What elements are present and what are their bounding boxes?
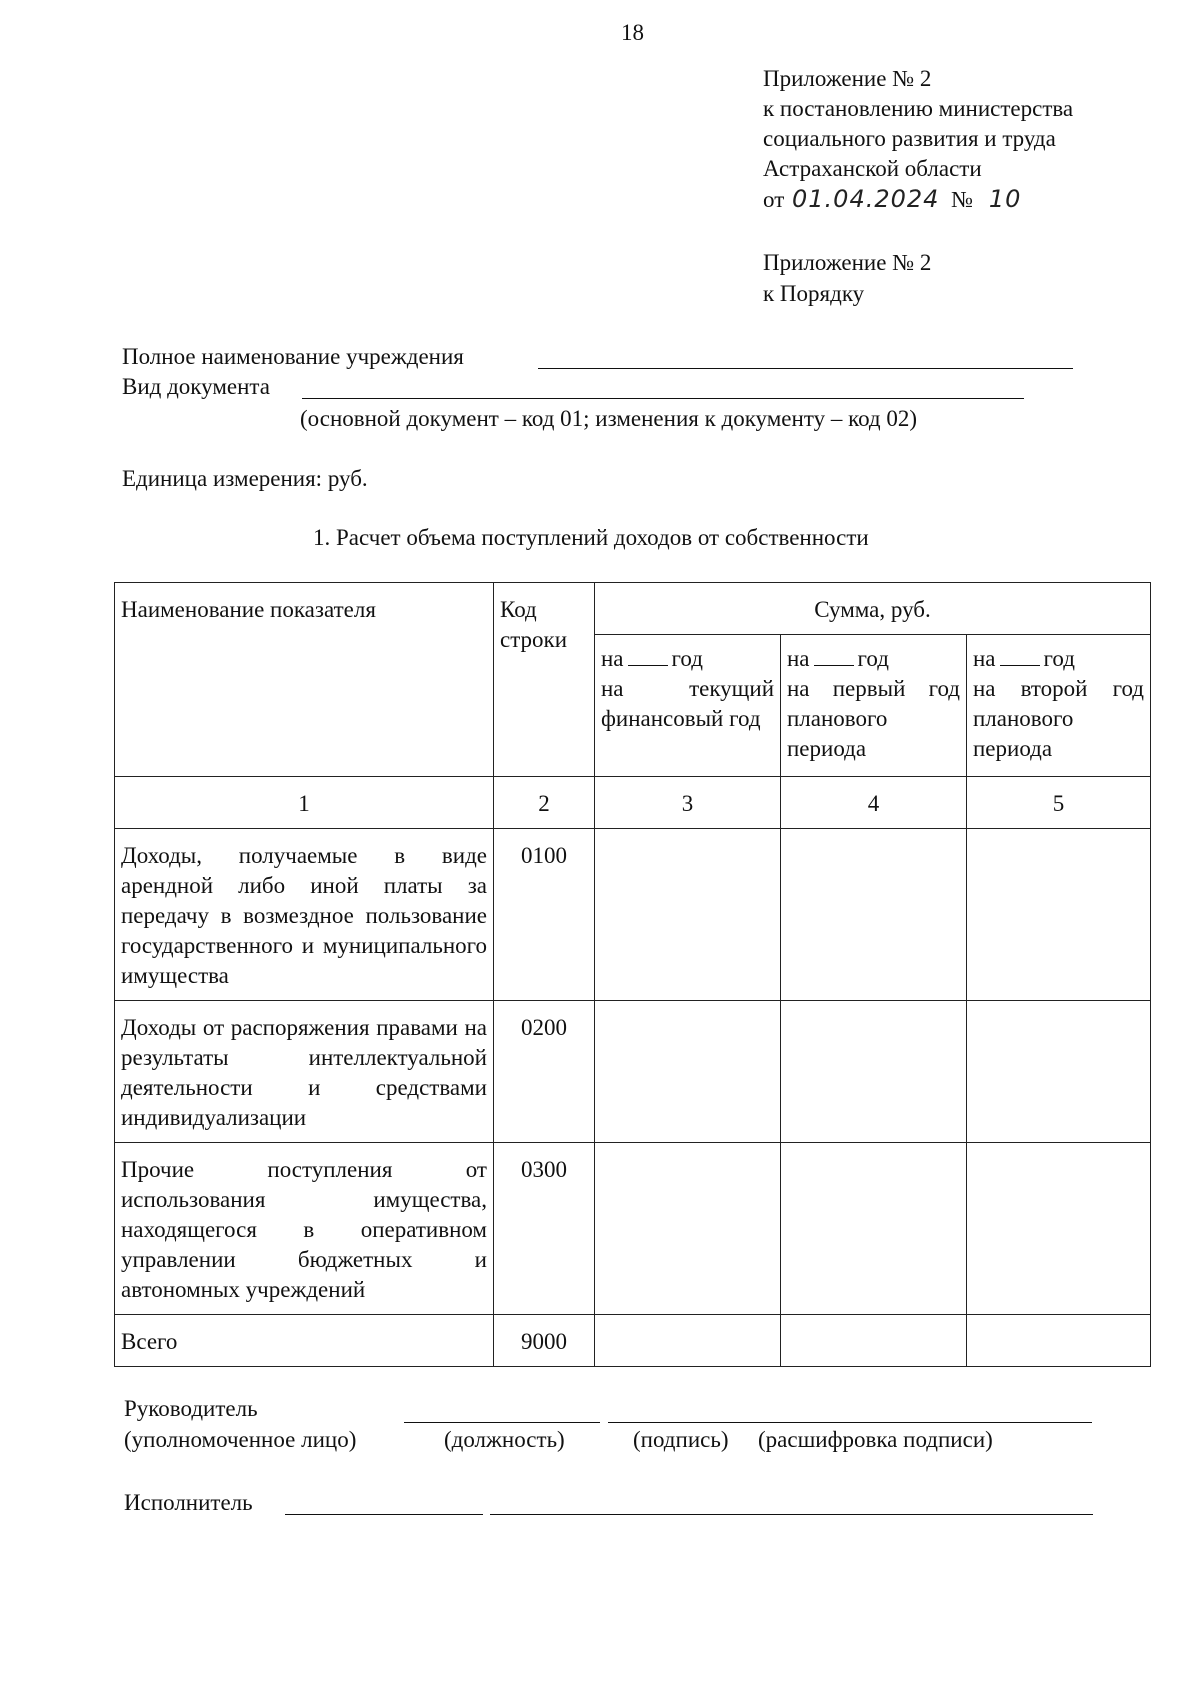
head-label: Руководитель (124, 1396, 258, 1421)
value-cell[interactable] (595, 1143, 781, 1315)
table-row (115, 1001, 1151, 1143)
period-prefix: на (601, 646, 624, 671)
row-code: 0200 (494, 1001, 595, 1143)
page-number: 18 (621, 20, 644, 45)
order-appendix-line-2: к Порядку (763, 281, 865, 306)
total-row (115, 1315, 1151, 1367)
income-calculation-table (114, 582, 1151, 1367)
row-code: 0300 (494, 1143, 595, 1315)
header-row (115, 583, 1151, 635)
signature-caption: (подпись) (633, 1427, 729, 1452)
period-first-plan-year (781, 635, 967, 777)
section-title: 1. Расчет объема поступлений доходов от собственности (313, 525, 869, 550)
value-cell[interactable] (595, 1315, 781, 1367)
doc-type-field-line (302, 398, 1024, 399)
number-prefix: № (951, 187, 974, 212)
decoding-caption: (расшифровка подписи) (758, 1427, 993, 1452)
header-sum: Сумма, руб. (595, 583, 1151, 635)
period-prefix: на (973, 646, 996, 671)
doc-type-label: Вид документа (122, 374, 270, 399)
institution-label: Полное наименование учреждения (122, 344, 464, 369)
table-row (115, 1143, 1151, 1315)
position-caption: (должность) (444, 1427, 565, 1452)
doc-type-hint: (основной документ – код 01; изменения к документу – код 02) (300, 406, 918, 431)
handwritten-date: 01.04.2024 (792, 185, 940, 213)
row-name: Всего (115, 1315, 494, 1367)
institution-field-line (538, 368, 1073, 369)
value-cell[interactable] (781, 829, 967, 1001)
column-numbers-row (115, 777, 1151, 829)
period-current-year (595, 635, 781, 777)
col-number-2: 2 (494, 777, 595, 829)
value-cell[interactable] (781, 1315, 967, 1367)
col-number-1: 1 (115, 777, 494, 829)
unit-label: Единица измерения: руб. (122, 466, 368, 491)
date-prefix: от (763, 187, 785, 212)
appendix-line-4: Астраханской области (763, 156, 982, 181)
value-cell[interactable] (967, 1001, 1151, 1143)
col-number-4: 4 (781, 777, 967, 829)
value-cell[interactable] (781, 1143, 967, 1315)
appendix-line-3: социального развития и труда (763, 126, 1056, 151)
period-second-plan-year (967, 635, 1151, 777)
value-cell[interactable] (595, 1001, 781, 1143)
period-suffix: год (671, 646, 703, 671)
row-name: Прочие поступления от использования имущества, находящегося в оперативном управлении бюджетных и автономных учреждений (115, 1143, 494, 1315)
year-blank (628, 643, 668, 666)
col-number-3: 3 (595, 777, 781, 829)
executor-line-1 (285, 1514, 483, 1515)
row-name: Доходы от распоряжения правами на результаты интеллектуальной деятельности и средствами индивидуализации (115, 1001, 494, 1143)
value-cell[interactable] (781, 1001, 967, 1143)
period-prefix: на (787, 646, 810, 671)
row-name: Доходы, получаемые в виде арендной либо иной платы за передачу в возмездное пользование государственного и муниципального имущества (115, 829, 494, 1001)
executor-label: Исполнитель (124, 1490, 253, 1515)
year-blank (1000, 643, 1040, 666)
year-blank (814, 643, 854, 666)
appendix-line-1: Приложение № 2 (763, 66, 932, 91)
header-row-code-text: Код строки (500, 597, 568, 652)
value-cell[interactable] (967, 1315, 1151, 1367)
period-desc: на второй год планового периода (973, 676, 1145, 761)
header-indicator-name: Наименование показателя (115, 583, 494, 777)
value-cell[interactable] (595, 829, 781, 1001)
value-cell[interactable] (967, 829, 1151, 1001)
signature-line (608, 1422, 1092, 1423)
appendix-line-2: к постановлению министерства (763, 96, 1074, 121)
row-code: 0100 (494, 829, 595, 1001)
appendix-date-line (763, 184, 1021, 215)
header-row-code (494, 583, 595, 777)
head-sub-label: (уполномоченное лицо) (124, 1427, 357, 1452)
handwritten-number: 10 (988, 185, 1022, 213)
position-line (404, 1422, 600, 1423)
executor-line-2 (490, 1514, 1093, 1515)
row-code: 9000 (494, 1315, 595, 1367)
value-cell[interactable] (967, 1143, 1151, 1315)
table-row (115, 829, 1151, 1001)
order-appendix-line-1: Приложение № 2 (763, 250, 932, 275)
period-desc: на текущий финансовый год (601, 676, 774, 731)
period-suffix: год (1043, 646, 1075, 671)
period-suffix: год (857, 646, 889, 671)
col-number-5: 5 (967, 777, 1151, 829)
period-desc: на первый год планового периода (787, 676, 960, 761)
